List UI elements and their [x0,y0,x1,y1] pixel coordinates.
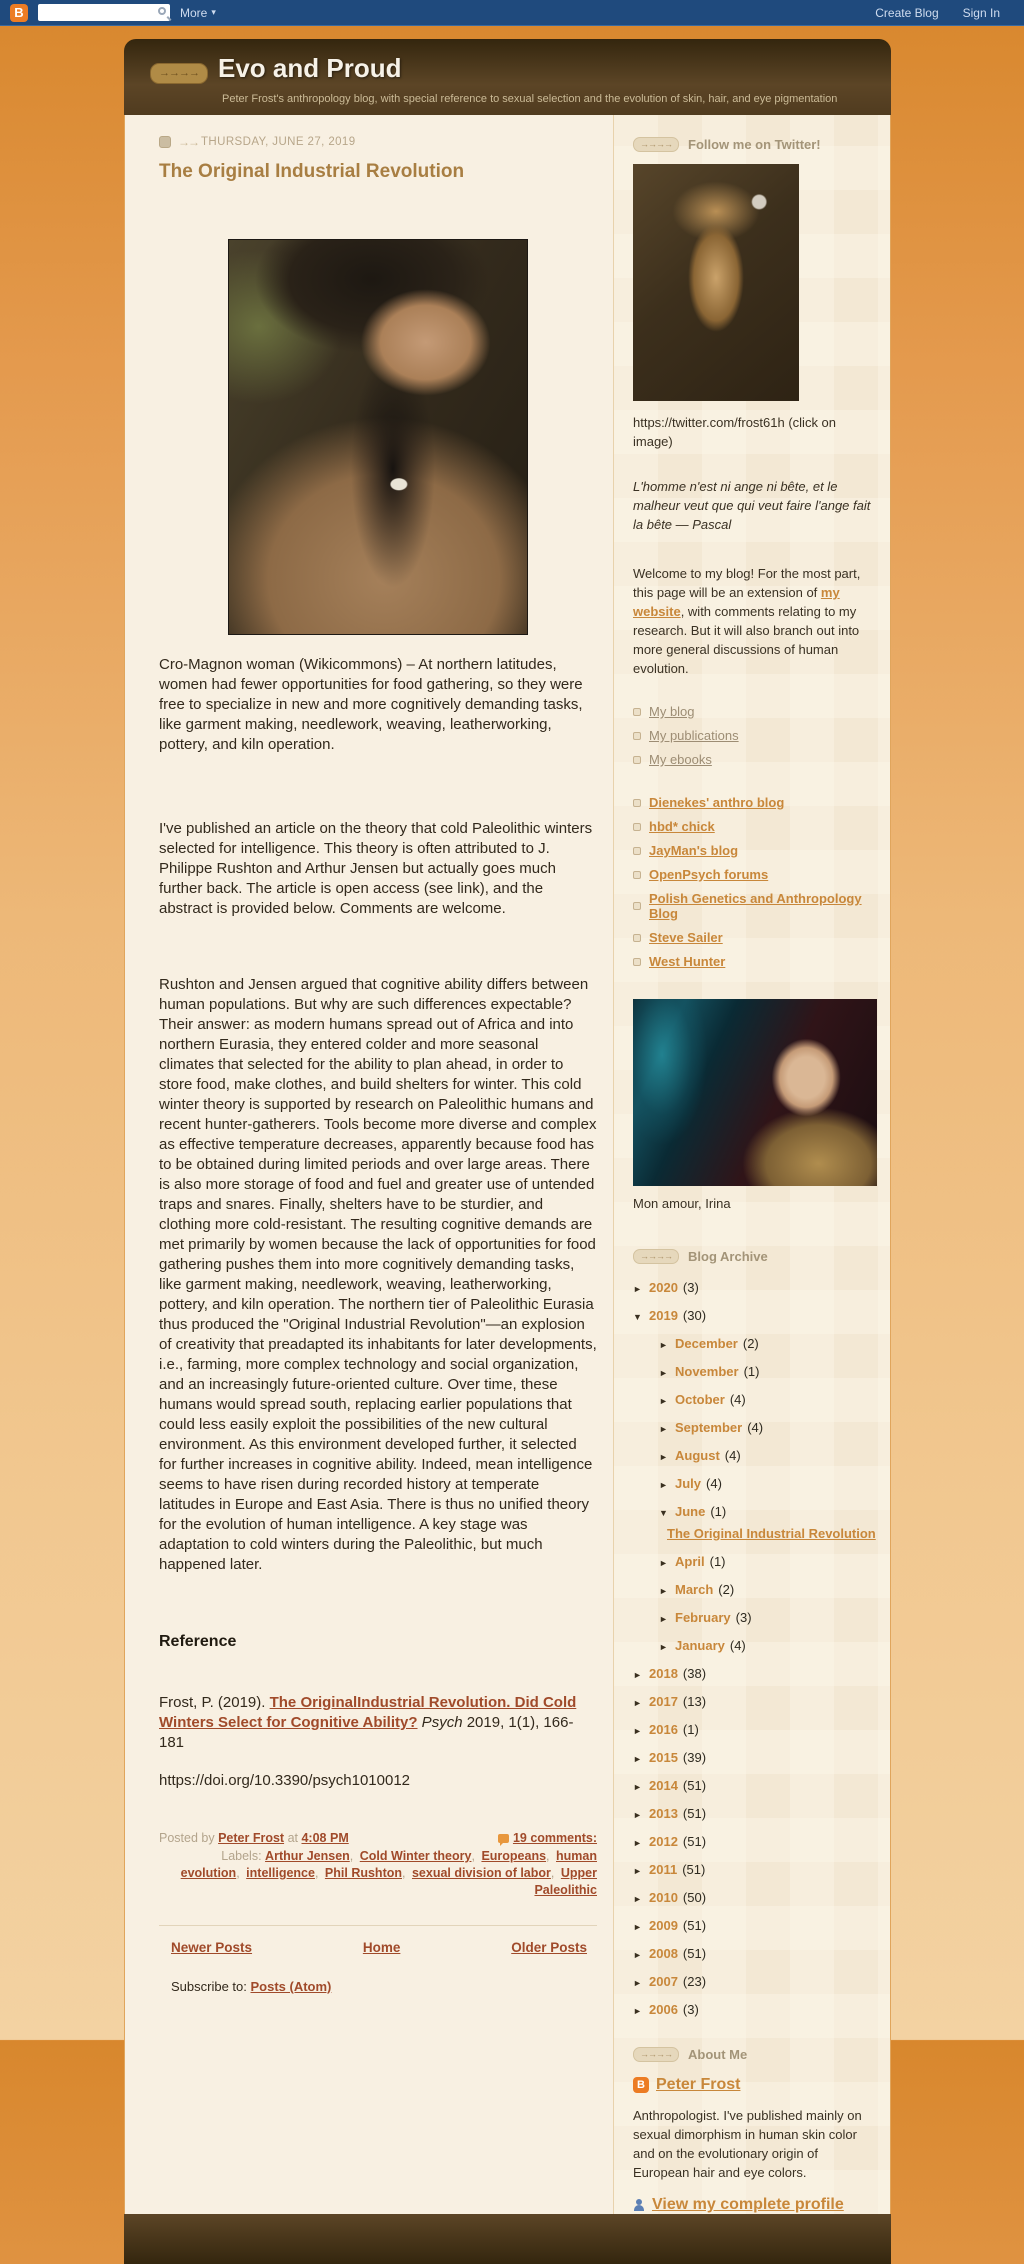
blog-wrapper [124,39,891,2264]
archive-year-link[interactable]: 2013 [649,1806,678,1821]
expand-arrow-icon[interactable]: ► [659,1558,668,1568]
reference-prefix: Frost, P. (2019). [159,1694,270,1711]
archive-month-link[interactable]: December [675,1336,738,1351]
expand-arrow-icon[interactable]: ► [659,1396,668,1406]
bullet-icon [633,847,641,855]
expand-arrow-icon[interactable]: ► [659,1424,668,1434]
archive-year-row [633,1778,877,1793]
about-me-label: About Me [688,2047,748,2062]
archive-year-link[interactable]: 2008 [649,1946,678,1961]
label-link[interactable]: Upper Paleolithic [534,1866,597,1897]
archive-month-link[interactable]: June [675,1504,706,1519]
blogroll-link[interactable]: Dienekes' anthro blog [649,795,785,810]
label-link[interactable]: Cold Winter theory [359,1849,472,1863]
blogroll-link[interactable]: OpenPsych forums [649,867,769,882]
expand-arrow-icon[interactable]: ► [633,1284,642,1294]
archive-year-link[interactable]: 2009 [649,1918,678,1933]
expand-arrow-icon[interactable]: ► [659,1340,668,1350]
archive-count: (51) [682,1918,707,1933]
archive-month-link[interactable]: March [675,1582,714,1597]
archive-year-row [633,1280,877,1295]
bullet-icon [633,958,641,966]
comments-link[interactable]: 19 comments: [512,1831,597,1845]
archive-count: (2) [718,1582,735,1597]
label-link[interactable]: Phil Rushton [324,1866,402,1880]
archive-count: (4) [706,1476,722,1491]
archive-year-link[interactable]: 2007 [649,1974,678,1989]
archive-year-link[interactable]: 2018 [649,1666,678,1681]
author-row [633,2076,877,2094]
archive-month-link[interactable]: September [675,1420,743,1435]
blogroll-list [633,795,877,969]
archive-year-link[interactable]: 2019 [649,1308,678,1323]
archive-year-row [633,1806,877,1821]
archive-month-link[interactable]: February [675,1610,731,1625]
expand-arrow-icon[interactable]: ► [633,1698,642,1708]
archive-month-link[interactable]: November [675,1364,739,1379]
archive-month-link[interactable]: August [675,1448,720,1463]
list-item [633,819,877,834]
search-input[interactable] [38,5,148,20]
archive-count: (4) [747,1420,764,1435]
expand-arrow-icon[interactable]: ► [633,1810,642,1820]
archive-year-link[interactable]: 2020 [649,1280,678,1295]
collapse-arrow-icon[interactable]: ▼ [633,1312,642,1322]
list-item [633,891,877,921]
list-item [633,795,877,810]
list-item [633,752,877,767]
blog-archive-heading [633,1249,877,1264]
archive-year-row [633,1666,877,1681]
blog-subtitle: Peter Frost's anthropology blog, with special reference to sexual selection and the evolution of skin, hair, and eye pigmentation [222,93,838,105]
expand-arrow-icon[interactable]: ► [633,1670,642,1680]
labels-row [159,1848,597,1899]
post-date-line [159,135,597,149]
label-separator: , [236,1866,240,1880]
arrows-badge-icon: →→→→ [633,1249,679,1264]
posts-column [125,115,613,2214]
archive-year-link[interactable]: 2012 [649,1834,678,1849]
archive-month-row [633,1504,877,1519]
sidebar [613,115,890,2214]
expand-arrow-icon[interactable]: ► [659,1614,668,1624]
list-item [633,930,877,945]
twitter-caption: https://twitter.com/frost61h (click on image) [633,415,837,449]
archive-count: (51) [682,1834,707,1849]
reference-heading: Reference [159,1633,237,1650]
archive-year-link[interactable]: 2017 [649,1694,678,1709]
list-item [633,867,877,882]
list-item [633,728,877,743]
pager [159,1940,597,1955]
irina-photo-caption: Mon amour, Irina [633,1196,731,1211]
archive-count: (38) [682,1666,707,1681]
blogger-logo-icon[interactable]: B [10,4,28,22]
my-ebooks-link[interactable]: My ebooks [649,752,712,767]
list-item [633,843,877,858]
archive-month-row [633,1336,877,1351]
archive-count: (2) [742,1336,759,1351]
blogroll-link[interactable]: Steve Sailer [649,930,723,945]
twitter-heading-label: Follow me on Twitter! [688,137,821,152]
archive-month-row [633,1638,877,1653]
date-badge-icon [159,136,171,148]
author-link[interactable]: Peter Frost [218,1831,285,1845]
welcome-text-post: , with comments relating to my research. But it will also branch out into more general discussions of human evolution. [633,604,860,676]
post-footer [159,1831,597,1899]
doi-link[interactable]: https://doi.org/10.3390/psych1010012 [159,1772,411,1789]
bullet-icon [633,902,641,910]
footer-bar [124,2214,891,2264]
label-link[interactable]: Arthur Jensen [265,1849,350,1863]
archive-year-row [633,1308,877,1323]
archive-year-row [633,1694,877,1709]
label-separator: , [471,1849,475,1863]
archive-month-row [633,1610,877,1625]
my-publications-link[interactable]: My publications [649,728,739,743]
home-link[interactable]: Home [362,1940,401,1955]
post-divider [159,1925,597,1926]
comment-bubble-icon [498,1834,509,1843]
chevron-down-icon: ▾ [211,7,216,17]
sign-in-link[interactable]: Sign In [962,5,1000,20]
pascal-quote: L'homme n'est ni ange ni bête, et le malheur veut que qui veut faire l'ange fait la bête — Pascal [633,479,871,532]
bullet-icon [633,799,641,807]
at-label: at [287,1831,298,1845]
label-separator: , [402,1866,406,1880]
bullet-icon [633,756,641,764]
archive-month-link[interactable]: January [675,1638,725,1653]
arrows-badge-icon: →→→→ [633,2047,679,2062]
twitter-figurine-image[interactable] [633,164,799,401]
archive-count: (1) [709,1554,726,1569]
post-image-cro-magnon-woman[interactable] [228,239,528,635]
twitter-heading [633,137,877,152]
label-link[interactable]: Europeans [481,1849,547,1863]
profile-row [633,2196,877,2214]
label-link[interactable]: sexual division of labor [411,1866,551,1880]
archive-post-link[interactable]: The Original Industrial Revolution [667,1526,876,1541]
search-icon[interactable] [158,7,166,15]
blog-archive-label: Blog Archive [688,1249,768,1264]
blogroll-link[interactable]: West Hunter [649,954,726,969]
archive-month-row [633,1420,877,1435]
content-area [124,115,891,2214]
bullet-icon [633,823,641,831]
blogger-profile-icon: B [633,2077,649,2093]
archive-count: (30) [682,1308,707,1323]
archive-count: (1) [710,1504,727,1519]
labels-label: Labels: [221,1849,262,1863]
expand-arrow-icon[interactable]: ► [633,1726,642,1736]
label-separator: , [550,1866,555,1880]
label-separator: , [314,1866,319,1880]
archive-month-link[interactable]: October [675,1392,725,1407]
more-menu[interactable] [180,6,216,20]
expand-arrow-icon[interactable]: ► [633,1838,642,1848]
reference-article-link[interactable]: The OriginalIndustrial Revolution. Did Cold Winters Select for Cognitive Ability? [159,1694,577,1731]
archive-year-row [633,1946,877,1961]
bullet-icon [633,934,641,942]
person-icon [633,2199,645,2211]
archive-count: (51) [682,1778,707,1793]
posts-atom-link[interactable]: Posts (Atom) [250,1979,332,1994]
archive-year-row [633,2002,877,2017]
bullet-icon [633,871,641,879]
label-separator: , [349,1849,354,1863]
my-blog-link[interactable]: My blog [649,704,695,719]
expand-arrow-icon[interactable]: ► [633,1894,642,1904]
bullet-icon [633,708,641,716]
irina-photo [633,999,877,1186]
navbar-search-box [38,4,170,21]
blog-title[interactable]: Evo and Proud [218,53,402,83]
archive-year-row [633,1862,877,1877]
archive-year-link[interactable]: 2010 [649,1890,678,1905]
my-links-list [633,704,877,767]
date-arrows-icon: →→ [178,135,198,149]
post-time-link[interactable]: 4:08 PM [301,1831,349,1845]
archive-count: (13) [682,1694,707,1709]
expand-arrow-icon[interactable]: ► [633,1754,642,1764]
expand-arrow-icon[interactable]: ► [633,2006,642,2016]
arrows-badge-icon: →→→→ [633,137,679,152]
archive-count: (39) [682,1750,707,1765]
archive-count: (51) [682,1862,706,1877]
archive-post-row [633,1526,877,1541]
author-bio: Anthropologist. I've published mainly on sexual dimorphism in human skin color and on the evolutionary origin of European hair and eye colors. [633,2108,862,2180]
collapse-arrow-icon[interactable]: ▼ [659,1508,668,1518]
list-item [633,954,877,969]
older-posts-link[interactable]: Older Posts [511,1940,587,1955]
expand-arrow-icon[interactable]: ► [633,1950,642,1960]
archive-count: (4) [724,1448,741,1463]
archive-month-row [633,1364,877,1379]
create-blog-link[interactable]: Create Blog [875,5,939,20]
archive-count: (23) [682,1974,707,1989]
expand-arrow-icon[interactable]: ► [659,1452,668,1462]
expand-arrow-icon[interactable]: ► [659,1642,668,1652]
archive-count: (4) [729,1392,746,1407]
post-abstract-paragraph: Rushton and Jensen argued that cognitive ability differs between human populations. But why are such differences expectable? Their answer: as modern humans spread out of Africa and into northern Eurasia, they entered colder and more seasonal climates that selected for the ability to plan ahead, in order to store food, make clothes, and build shelters for winter. This cold winter theory is supported by research on Paleolithic humans and recent hunter-gatherers. Tools become more diverse and complex as effective temperature decreases, apparently because food has to be obtained during limited periods and over large areas. There is also more storage of food and fuel and greater use of untended traps and snares. Finally, shelters have to be sturdier, and clothing more cold-resistant. The resulting cognitive demands are met primarily by women because the lack of opportunities for food gathering pushes them into more cognitively demanding tasks, like garment making, needlework, weaving, leatherworking, pottery, and kiln operation. The northern tier of Paleolithic Eurasia thus produced the "Original Industrial Revolution"—an explosion of creativity that preadapted its inhabitants for later developments, i.e., farming, more complex technology and social organization, and an increasingly future-oriented culture. Over time, these humans would spread south, replacing earlier populations that could less easily exploit the possibilities of the new cultural environment. As this environment developed further, it selected for further increases in cognitive ability. Indeed, mean intelligence seems to have risen during recorded history at temperate latitudes in Europe and East Asia. There is thus no unified theory for the evolution of human intelligence. A key stage was adaptation to cold winters during the Paleolithic, but much happened later. [159,976,597,1573]
archive-month-row [633,1476,877,1491]
archive-month-row [633,1448,877,1463]
label-separator: , [546,1849,550,1863]
more-menu-label: More [180,5,208,20]
blogger-navbar [0,0,1024,26]
archive-month-row [633,1554,877,1569]
profile-name-link[interactable]: Peter Frost [656,2076,741,2093]
archive-count: (3) [682,1280,699,1295]
expand-arrow-icon[interactable]: ► [659,1368,668,1378]
archive-count: (3) [735,1610,752,1625]
archive-count: (1) [682,1722,699,1737]
expand-arrow-icon[interactable]: ► [659,1586,668,1596]
blog-header [124,39,891,115]
archive-year-link[interactable]: 2015 [649,1750,678,1765]
archive-count: (4) [729,1638,746,1653]
list-item [633,704,877,719]
post-title[interactable]: The Original Industrial Revolution [159,161,465,182]
blogroll-link[interactable]: JayMan's blog [649,843,739,858]
archive-year-link[interactable]: 2016 [649,1722,678,1737]
welcome-paragraph [633,564,877,678]
archive-count: (3) [682,2002,699,2017]
archive-count: (51) [682,1946,707,1961]
label-link[interactable]: human evolution [180,1849,597,1880]
archive-year-row [633,1974,877,1989]
archive-year-link[interactable]: 2014 [649,1778,678,1793]
expand-arrow-icon[interactable]: ► [633,1922,642,1932]
blog-archive-list [633,1280,877,2017]
post-intro-paragraph: I've published an article on the theory that cold Paleolithic winters selected for intelligence. This theory is often attributed to J. Philippe Rushton and Arthur Jensen but actually goes much further back. The article is open access (see link), and the abstract is provided below. Comments are welcome. [159,820,593,917]
about-me-heading [633,2047,877,2062]
blogroll-link[interactable]: Polish Genetics and Anthropology Blog [649,891,862,921]
archive-year-row [633,1834,877,1849]
welcome-text-pre: Welcome to my blog! For the most part, this page will be an extension of [633,566,861,600]
reference-paragraph [159,1693,597,1753]
archive-month-row [633,1392,877,1407]
archive-count: (1) [743,1364,760,1379]
my-website-link[interactable]: my website [633,585,840,619]
bullet-icon [633,732,641,740]
subscribe-row [159,1979,597,1994]
posted-by-label: Posted by [159,1831,215,1845]
expand-arrow-icon[interactable]: ► [633,1782,642,1792]
archive-year-row [633,1750,877,1765]
blogroll-link[interactable]: hbd* chick [649,819,715,834]
archive-year-link[interactable]: 2006 [649,2002,678,2017]
view-profile-link[interactable]: View my complete profile [652,2196,844,2213]
newer-posts-link[interactable]: Newer Posts [171,1940,253,1955]
archive-month-row [633,1582,877,1597]
expand-arrow-icon[interactable]: ► [633,1866,642,1876]
arrows-badge-icon: →→→→ [150,63,208,84]
reference-journal: Psych [417,1714,463,1731]
archive-year-link[interactable]: 2011 [649,1862,678,1877]
image-caption: Cro-Magnon woman (Wikicommons) – At northern latitudes, women had fewer opportunities for food gathering, so they were free to specialize in new and more cognitively demanding tasks, like garment making, needlework, weaving, leatherworking, pottery, and kiln operation. [159,656,583,753]
archive-year-row [633,1918,877,1933]
expand-arrow-icon[interactable]: ► [659,1480,668,1490]
archive-count: (50) [682,1890,707,1905]
post-date: THURSDAY, JUNE 27, 2019 [201,136,356,148]
archive-month-link[interactable]: April [675,1554,705,1569]
archive-year-row [633,1890,877,1905]
label-link[interactable]: intelligence [246,1866,315,1880]
subscribe-label: Subscribe to: [171,1979,251,1994]
expand-arrow-icon[interactable]: ► [633,1978,642,1988]
archive-year-row [633,1722,877,1737]
archive-month-link[interactable]: July [675,1476,702,1491]
reference-suffix: 2019, 1(1), 166-181 [159,1714,574,1751]
archive-count: (51) [682,1806,707,1821]
